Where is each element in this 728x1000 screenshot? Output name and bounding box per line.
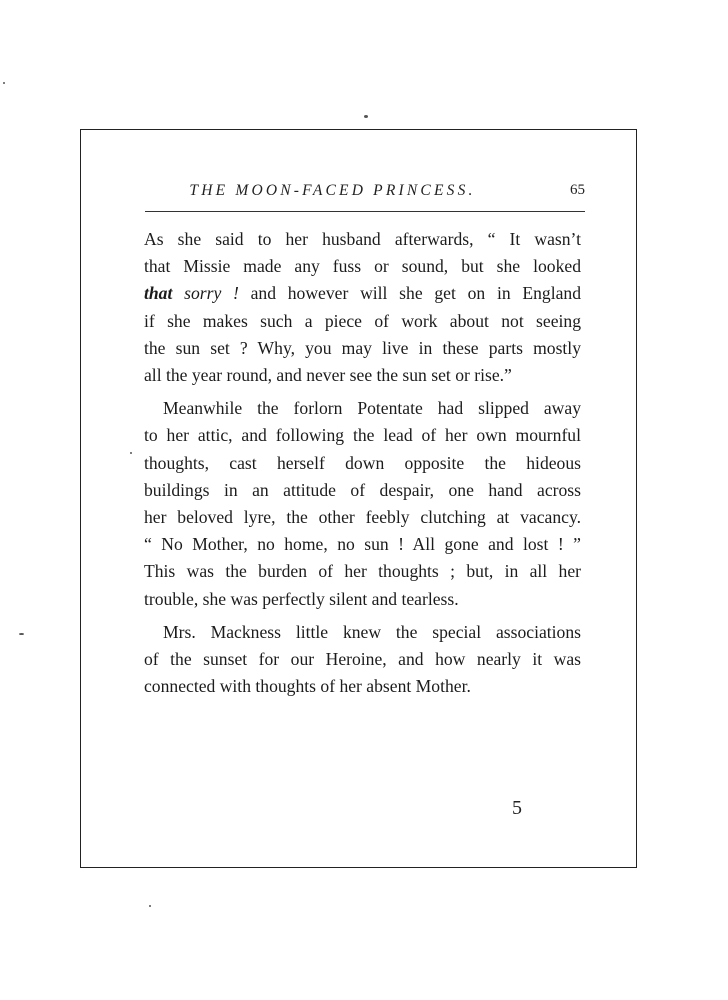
text-line: This was the burden of her thoughts ; but, in all her [144, 561, 581, 582]
text-line: if she makes such a piece of work about not seeing [144, 310, 581, 331]
running-header [140, 182, 585, 208]
text-line: her beloved lyre, the other feebly clutching at vacancy. [144, 507, 581, 528]
text-line: to her attic, and following the lead of her own mournful [144, 425, 581, 446]
running-head-title: THE MOON-FACED PRINCESS. [189, 182, 476, 199]
paragraph-3 [144, 619, 581, 701]
text-line: the sun set ? Why, you may live in these parts mostly [144, 337, 581, 358]
text-line: connected with thoughts of her absent Mother. [144, 676, 471, 697]
text-line: trouble, she was perfectly silent and tearless. [144, 588, 459, 609]
text-line: that sorry ! and however will she get on in England [144, 283, 581, 304]
text-line: As she said to her husband afterwards, “ It wasn’t [144, 229, 581, 249]
text-line: all the year round, and never see the sun set or rise.” [144, 365, 512, 386]
print-speck [19, 633, 24, 635]
text-line: Meanwhile the forlorn Potentate had slipped away [163, 398, 581, 419]
text-line: of the sunset for our Heroine, and how nearly it was [144, 649, 581, 670]
text-line: buildings in an attitude of despair, one hand across [144, 479, 581, 500]
signature-mark: 5 [512, 797, 522, 819]
paragraph-1 [144, 226, 581, 389]
header-rule [145, 211, 585, 212]
print-speck [3, 82, 5, 84]
print-speck [130, 452, 132, 454]
page-number: 65 [570, 182, 585, 198]
text-line: that Missie made any fuss or sound, but she looked [144, 256, 581, 277]
print-speck [364, 115, 368, 118]
body-text [144, 226, 581, 700]
print-speck [149, 905, 151, 907]
paragraph-2 [144, 395, 581, 613]
text-line: Mrs. Mackness little knew the special associations [163, 621, 581, 642]
text-line: “ No Mother, no home, no sun ! All gone and lost ! ” [144, 534, 581, 555]
emphasis-text: that sorry ! [144, 283, 239, 304]
text-line: thoughts, cast herself down opposite the hideous [144, 452, 581, 473]
